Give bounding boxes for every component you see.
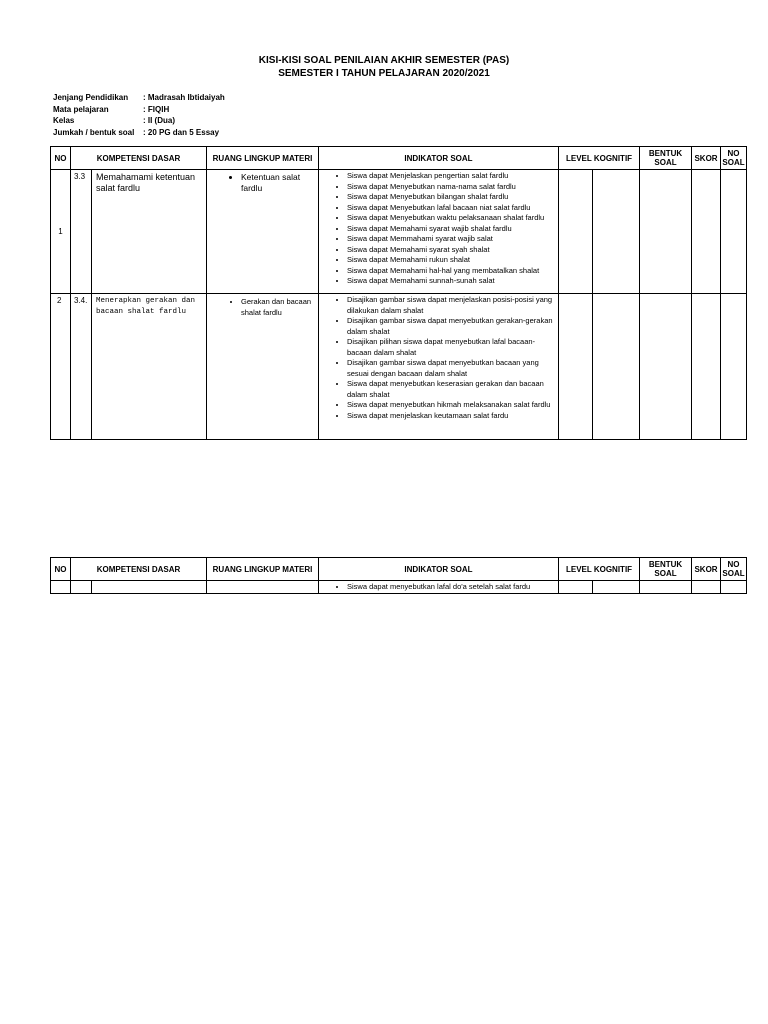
meta-value: : 20 PG dan 5 Essay bbox=[143, 127, 220, 137]
header-no: NO bbox=[51, 147, 71, 170]
indikator-item: • Siswa dapat Menjelaskan pengertian salat fardlu bbox=[347, 171, 558, 182]
indikator-cell bbox=[319, 581, 559, 594]
row-number: 1 bbox=[51, 170, 71, 294]
meta-label: Kelas bbox=[53, 116, 75, 125]
header-no: NO bbox=[51, 558, 71, 581]
indikator-item: • Siswa dapat Memahami hal-hal yang membatalkan shalat bbox=[347, 266, 558, 277]
level-cell bbox=[593, 294, 640, 440]
bentuk-cell bbox=[640, 170, 692, 294]
header-skor: SKOR bbox=[692, 558, 721, 581]
skor-cell bbox=[692, 294, 721, 440]
meta-row-kelas bbox=[53, 115, 225, 127]
no-soal-cell bbox=[721, 294, 747, 440]
level-cell bbox=[559, 294, 593, 440]
header-skor: SKOR bbox=[692, 147, 721, 170]
indikator-item: • Siswa dapat Menyebutkan waktu pelaksanaan shalat fardlu bbox=[347, 213, 558, 224]
materi-cell bbox=[207, 170, 319, 294]
no-soal-cell bbox=[721, 170, 747, 294]
skor-cell bbox=[692, 170, 721, 294]
indikator-item: • Siswa dapat menyebutkan hikmah melaksanakan salat fardlu bbox=[347, 400, 558, 411]
indikator-item: • Disajikan pilihan siswa dapat menyebutkan lafal bacaan-bacaan dalam shalat bbox=[347, 337, 558, 358]
header-ruang-lingkup-materi: RUANG LINGKUP MATERI bbox=[207, 558, 319, 581]
level-cell bbox=[593, 581, 640, 594]
header-level-kognitif: LEVEL KOGNITIF bbox=[559, 147, 640, 170]
indikator-cell bbox=[319, 294, 559, 440]
kd-text: Menerapkan gerakan dan bacaan shalat fardlu bbox=[92, 294, 207, 440]
materi-cell bbox=[207, 294, 319, 440]
kd-number bbox=[71, 581, 92, 594]
table-header-row bbox=[51, 558, 747, 581]
skor-cell bbox=[692, 581, 721, 594]
kd-number: 3.3 bbox=[71, 170, 92, 294]
header-kompetensi-dasar: KOMPETENSI DASAR bbox=[71, 147, 207, 170]
header-ruang-lingkup-materi: RUANG LINGKUP MATERI bbox=[207, 147, 319, 170]
meta-row-jumlah bbox=[53, 127, 225, 139]
table-row bbox=[51, 581, 747, 594]
kd-number: 3.4. bbox=[71, 294, 92, 440]
indikator-item: • Siswa dapat Memahami syarat wajib shalat fardlu bbox=[347, 224, 558, 235]
meta-value: : FIQIH bbox=[143, 104, 170, 114]
kd-text bbox=[92, 581, 207, 594]
materi-cell bbox=[207, 581, 319, 594]
bentuk-cell bbox=[640, 294, 692, 440]
document-meta bbox=[53, 92, 225, 138]
meta-row-mapel bbox=[53, 104, 225, 116]
meta-label: Jenjang Pendidikan bbox=[53, 93, 129, 102]
row-number: 2 bbox=[51, 294, 71, 440]
no-soal-cell bbox=[721, 581, 747, 594]
kd-text: Memahamami ketentuan salat fardlu bbox=[92, 170, 207, 294]
indikator-item: • Disajikan gambar siswa dapat menyebutkan bacaan yang sesuai dengan bacaan dalam shalat bbox=[347, 358, 558, 379]
indikator-item: • Siswa dapat menjelaskan keutamaan salat fardu bbox=[347, 411, 558, 422]
level-cell bbox=[559, 581, 593, 594]
row-number bbox=[51, 581, 71, 594]
header-bentuk-soal: BENTUK SOAL bbox=[640, 558, 692, 581]
meta-value: : Madrasah Ibtidaiyah bbox=[143, 93, 225, 102]
indikator-item: • Disajikan gambar siswa dapat menyebutkan gerakan-gerakan dalam shalat bbox=[347, 316, 558, 337]
indikator-item: • Siswa dapat menyebutkan lafal do'a setelah salat fardu bbox=[347, 582, 558, 593]
meta-row-jenjang bbox=[53, 92, 225, 104]
indikator-item: • Siswa dapat Memmahami syarat wajib salat bbox=[347, 234, 558, 245]
header-no-soal: NO SOAL bbox=[721, 147, 747, 170]
bentuk-cell bbox=[640, 581, 692, 594]
level-cell bbox=[593, 170, 640, 294]
table-row bbox=[51, 294, 747, 440]
meta-value: : II (Dua) bbox=[143, 116, 175, 125]
indikator-item: • Siswa dapat Memahami sunnah-sunah salat bbox=[347, 276, 558, 287]
document-subtitle: SEMESTER I TAHUN PELAJARAN 2020/2021 bbox=[278, 68, 490, 79]
indikator-item: • Siswa dapat Menyebutkan bilangan shalat fardlu bbox=[347, 192, 558, 203]
header-indikator-soal: INDIKATOR SOAL bbox=[319, 558, 559, 581]
indikator-item: • Disajikan gambar siswa dapat menjelaskan posisi-posisi yang dilakukan dalam shalat bbox=[347, 295, 558, 316]
indikator-item: • Siswa dapat Menyebutkan lafal bacaan niat salat fardlu bbox=[347, 203, 558, 214]
indikator-item: • Siswa dapat Memahami syarat syah shalat bbox=[347, 245, 558, 256]
table-header-row bbox=[51, 147, 747, 170]
indikator-item: • Siswa dapat menyebutkan keserasian gerakan dan bacaan dalam shalat bbox=[347, 379, 558, 400]
table-row bbox=[51, 170, 747, 294]
indikator-cell bbox=[319, 170, 559, 294]
kisi-kisi-table-continued bbox=[50, 557, 747, 594]
header-no-soal: NO SOAL bbox=[721, 558, 747, 581]
kisi-kisi-table bbox=[50, 146, 747, 440]
indikator-item: • Siswa dapat Memahami rukun shalat bbox=[347, 255, 558, 266]
indikator-item: • Siswa dapat Menyebutkan nama-nama salat fardlu bbox=[347, 182, 558, 193]
header-bentuk-soal: BENTUK SOAL bbox=[640, 147, 692, 170]
materi-item: • Ketentuan salat fardlu bbox=[241, 172, 318, 194]
level-cell bbox=[559, 170, 593, 294]
header-kompetensi-dasar: KOMPETENSI DASAR bbox=[71, 558, 207, 581]
document-title: KISI-KISI SOAL PENILAIAN AKHIR SEMESTER (PAS) bbox=[258, 55, 510, 66]
header-level-kognitif: LEVEL KOGNITIF bbox=[559, 558, 640, 581]
materi-item: • Gerakan dan bacaan shalat fardlu bbox=[241, 296, 318, 318]
header-indikator-soal: INDIKATOR SOAL bbox=[319, 147, 559, 170]
meta-label: Mata pelajaran bbox=[53, 104, 109, 114]
meta-label: Jumkah / bentuk soal bbox=[53, 127, 135, 137]
